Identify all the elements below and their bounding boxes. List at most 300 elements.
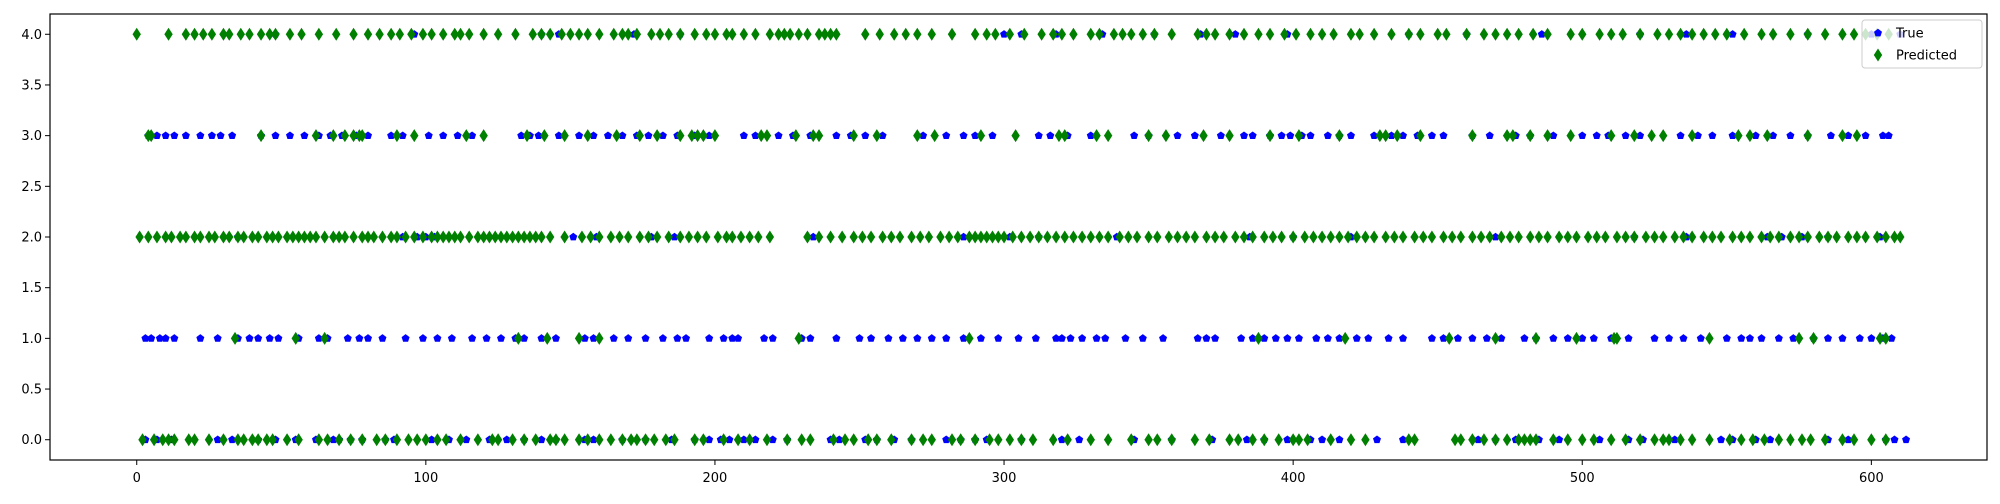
predicted-point — [1144, 433, 1152, 446]
predicted-point — [766, 231, 774, 244]
predicted-point — [1095, 28, 1103, 41]
predicted-point — [1708, 231, 1716, 244]
predicted-point — [676, 129, 684, 142]
true-point — [162, 131, 170, 139]
predicted-point — [1838, 433, 1846, 446]
predicted-point — [531, 433, 539, 446]
predicted-point — [341, 231, 349, 244]
predicted-point — [1240, 231, 1248, 244]
predicted-point — [315, 433, 323, 446]
predicted-point — [1341, 332, 1349, 345]
true-point — [1677, 131, 1685, 139]
predicted-point — [928, 433, 936, 446]
predicted-point — [1260, 231, 1268, 244]
predicted-point — [1248, 433, 1256, 446]
predicted-point — [745, 231, 753, 244]
predicted-point — [1613, 231, 1621, 244]
predicted-point — [1798, 433, 1806, 446]
predicted-point — [1078, 231, 1086, 244]
predicted-point — [254, 231, 262, 244]
predicted-point — [1127, 433, 1135, 446]
y-tick-label: 2.5 — [21, 179, 42, 195]
true-point — [1194, 334, 1202, 342]
predicted-point — [1139, 28, 1147, 41]
predicted-point — [1486, 231, 1494, 244]
x-tick-label: 0 — [132, 471, 141, 486]
predicted-point — [1144, 231, 1152, 244]
predicted-point — [1277, 231, 1285, 244]
predicted-point — [1775, 231, 1783, 244]
true-point — [977, 334, 985, 342]
predicted-point — [1428, 231, 1436, 244]
true-point — [419, 334, 427, 342]
predicted-point — [1853, 231, 1861, 244]
true-point — [1827, 131, 1835, 139]
predicted-point — [691, 433, 699, 446]
true-point — [913, 334, 921, 342]
predicted-point — [607, 231, 615, 244]
predicted-point — [1804, 129, 1812, 142]
predicted-point — [511, 28, 519, 41]
true-point — [1278, 131, 1286, 139]
predicted-point — [1630, 231, 1638, 244]
predicted-point — [664, 231, 672, 244]
predicted-point — [456, 231, 464, 244]
predicted-point — [404, 433, 412, 446]
predicted-point — [1405, 28, 1413, 41]
predicted-point — [529, 28, 537, 41]
predicted-point — [1717, 231, 1725, 244]
predicted-point — [1861, 231, 1869, 244]
true-point — [300, 131, 308, 139]
predicted-point — [971, 28, 979, 41]
predicted-point — [624, 28, 632, 41]
predicted-point — [803, 28, 811, 41]
true-point — [1622, 131, 1630, 139]
predicted-point — [312, 129, 320, 142]
predicted-point — [1746, 231, 1754, 244]
predicted-point — [1410, 433, 1418, 446]
predicted-point — [1477, 231, 1485, 244]
predicted-point — [422, 433, 430, 446]
true-point — [861, 131, 869, 139]
x-tick-label: 300 — [991, 471, 1017, 486]
predicted-point — [1543, 231, 1551, 244]
predicted-point — [1211, 231, 1219, 244]
predicted-point — [349, 231, 357, 244]
true-point — [1651, 334, 1659, 342]
y-tick-label: 4.0 — [21, 27, 42, 43]
predicted-point — [462, 129, 470, 142]
true-point — [867, 334, 875, 342]
true-point — [1775, 334, 1783, 342]
predicted-point — [644, 231, 652, 244]
predicted-point — [219, 433, 227, 446]
predicted-point — [1543, 28, 1551, 41]
predicted-point — [664, 28, 672, 41]
true-point — [162, 334, 170, 342]
predicted-point — [133, 28, 141, 41]
predicted-point — [286, 28, 294, 41]
predicted-point — [346, 433, 354, 446]
predicted-point — [1514, 231, 1522, 244]
predicted-point — [144, 231, 152, 244]
predicted-point — [699, 433, 707, 446]
predicted-point — [1555, 231, 1563, 244]
predicted-point — [795, 332, 803, 345]
predicted-point — [887, 433, 895, 446]
true-point — [1335, 436, 1343, 444]
predicted-point — [225, 28, 233, 41]
predicted-point — [1728, 231, 1736, 244]
predicted-point — [1636, 433, 1644, 446]
predicted-point — [1532, 332, 1540, 345]
predicted-point — [1202, 28, 1210, 41]
true-point — [1468, 334, 1476, 342]
predicted-point — [1659, 129, 1667, 142]
predicted-point — [925, 231, 933, 244]
predicted-point — [419, 28, 427, 41]
predicted-point — [1327, 231, 1335, 244]
predicted-point — [442, 433, 450, 446]
predicted-point — [1069, 28, 1077, 41]
predicted-point — [1607, 28, 1615, 41]
predicted-point — [1361, 433, 1369, 446]
predicted-point — [702, 28, 710, 41]
predicted-point — [763, 129, 771, 142]
predicted-point — [1115, 231, 1123, 244]
true-point — [1593, 131, 1601, 139]
true-point — [760, 334, 768, 342]
predicted-point — [633, 28, 641, 41]
predicted-point — [1000, 231, 1008, 244]
predicted-point — [1335, 129, 1343, 142]
true-point — [960, 131, 968, 139]
y-tick-label: 0.5 — [21, 382, 42, 398]
predicted-point — [1448, 231, 1456, 244]
predicted-point — [948, 433, 956, 446]
predicted-point — [205, 433, 213, 446]
predicted-point — [1821, 433, 1829, 446]
predicted-point — [1049, 28, 1057, 41]
predicted-point — [1110, 28, 1118, 41]
predicted-point — [1688, 129, 1696, 142]
predicted-point — [907, 231, 915, 244]
predicted-point — [740, 28, 748, 41]
predicted-point — [1760, 433, 1768, 446]
true-point — [1121, 334, 1129, 342]
true-point — [402, 334, 410, 342]
predicted-point — [323, 433, 331, 446]
predicted-point — [1564, 231, 1572, 244]
predicted-point — [1153, 433, 1161, 446]
true-point — [775, 131, 783, 139]
predicted-point — [1601, 231, 1609, 244]
predicted-point — [584, 129, 592, 142]
predicted-point — [1699, 231, 1707, 244]
predicted-point — [1642, 231, 1650, 244]
predicted-point — [1006, 28, 1014, 41]
predicted-point — [1127, 28, 1135, 41]
predicted-point — [1295, 433, 1303, 446]
predicted-point — [1269, 231, 1277, 244]
true-point — [673, 334, 681, 342]
predicted-point — [1011, 129, 1019, 142]
predicted-point — [245, 28, 253, 41]
true-point — [740, 131, 748, 139]
predicted-point — [945, 231, 953, 244]
predicted-point — [520, 433, 528, 446]
predicted-point — [240, 433, 248, 446]
predicted-point — [965, 332, 973, 345]
predicted-point — [1240, 28, 1248, 41]
predicted-point — [1737, 433, 1745, 446]
true-point — [1717, 436, 1725, 444]
true-point — [196, 131, 204, 139]
predicted-point — [274, 231, 282, 244]
predicted-point — [1650, 433, 1658, 446]
predicted-point — [1844, 231, 1852, 244]
predicted-point — [393, 231, 401, 244]
predicted-point — [1445, 332, 1453, 345]
predicted-point — [896, 231, 904, 244]
predicted-point — [543, 332, 551, 345]
predicted-point — [413, 433, 421, 446]
predicted-point — [948, 28, 956, 41]
predicted-point — [1650, 231, 1658, 244]
true-point — [988, 131, 996, 139]
true-point — [806, 334, 814, 342]
predicted-point — [375, 28, 383, 41]
predicted-point — [182, 28, 190, 41]
true-point — [642, 334, 650, 342]
true-point — [1211, 334, 1219, 342]
predicted-point — [1309, 231, 1317, 244]
y-tick-label: 2.0 — [21, 230, 42, 246]
predicted-point — [1497, 231, 1505, 244]
predicted-point — [1225, 433, 1233, 446]
predicted-point — [479, 28, 487, 41]
predicted-point — [575, 433, 583, 446]
predicted-point — [850, 129, 858, 142]
predicted-point — [1335, 231, 1343, 244]
predicted-point — [1882, 231, 1890, 244]
true-point — [1625, 334, 1633, 342]
true-point — [994, 334, 1002, 342]
predicted-point — [1740, 28, 1748, 41]
predicted-point — [1124, 231, 1132, 244]
predicted-point — [1786, 231, 1794, 244]
predicted-point — [1882, 332, 1890, 345]
predicted-point — [1457, 231, 1465, 244]
predicted-point — [1061, 231, 1069, 244]
true-point — [1078, 334, 1086, 342]
x-tick-label: 500 — [1569, 471, 1595, 486]
predicted-point — [1593, 231, 1601, 244]
predicted-point — [618, 433, 626, 446]
predicted-point — [1457, 433, 1465, 446]
predicted-point — [410, 129, 418, 142]
predicted-point — [1809, 332, 1817, 345]
predicted-point — [1647, 129, 1655, 142]
predicted-point — [1162, 129, 1170, 142]
predicted-point — [1231, 231, 1239, 244]
predicted-point — [1882, 433, 1890, 446]
true-point — [884, 334, 892, 342]
predicted-point — [1873, 231, 1881, 244]
true-point — [720, 334, 728, 342]
predicted-point — [1503, 433, 1511, 446]
true-point — [644, 131, 652, 139]
true-point — [928, 334, 936, 342]
predicted-point — [1225, 28, 1233, 41]
predicted-point — [1248, 231, 1256, 244]
predicted-point — [474, 433, 482, 446]
predicted-point — [676, 231, 684, 244]
true-point — [254, 334, 262, 342]
x-tick-label: 100 — [413, 471, 439, 486]
predicted-point — [1318, 231, 1326, 244]
predicted-point — [615, 231, 623, 244]
predicted-point — [1399, 231, 1407, 244]
predicted-point — [595, 28, 603, 41]
predicted-point — [546, 28, 554, 41]
predicted-point — [832, 28, 840, 41]
true-point — [344, 334, 352, 342]
predicted-point — [890, 28, 898, 41]
predicted-point — [737, 231, 745, 244]
true-point — [1353, 334, 1361, 342]
predicted-point — [1896, 231, 1904, 244]
y-tick-label: 3.0 — [21, 129, 42, 145]
true-point — [1032, 334, 1040, 342]
true-point — [497, 334, 505, 342]
true-point — [569, 233, 577, 241]
predicted-point — [546, 231, 554, 244]
true-point — [1590, 334, 1598, 342]
predicted-point — [1416, 129, 1424, 142]
predicted-point — [838, 231, 846, 244]
predicted-point — [873, 433, 881, 446]
predicted-point — [1806, 433, 1814, 446]
predicted-point — [1795, 231, 1803, 244]
predicted-point — [873, 129, 881, 142]
predicted-point — [954, 231, 962, 244]
true-point — [1067, 334, 1075, 342]
predicted-point — [1725, 433, 1733, 446]
predicted-point — [1069, 231, 1077, 244]
predicted-point — [508, 433, 516, 446]
predicted-point — [676, 28, 684, 41]
predicted-point — [297, 28, 305, 41]
predicted-point — [1254, 332, 1262, 345]
true-point — [1723, 334, 1731, 342]
predicted-point — [393, 129, 401, 142]
predicted-point — [653, 129, 661, 142]
true-point — [1093, 334, 1101, 342]
predicted-point — [1220, 231, 1228, 244]
predicted-point — [1636, 28, 1644, 41]
predicted-point — [636, 231, 644, 244]
predicted-point — [956, 433, 964, 446]
predicted-point — [257, 28, 265, 41]
predicted-point — [1526, 129, 1534, 142]
predicted-point — [612, 129, 620, 142]
predicted-point — [1058, 28, 1066, 41]
predicted-point — [240, 231, 248, 244]
predicted-point — [1746, 129, 1754, 142]
predicted-point — [1289, 231, 1297, 244]
predicted-point — [231, 332, 239, 345]
predicted-point — [1665, 28, 1673, 41]
predicted-point — [335, 433, 343, 446]
predicted-point — [1361, 231, 1369, 244]
true-point — [1902, 436, 1910, 444]
predicted-point — [1769, 28, 1777, 41]
predicted-point — [982, 28, 990, 41]
predicted-point — [792, 129, 800, 142]
predicted-point — [841, 433, 849, 446]
predicted-point — [1766, 231, 1774, 244]
predicted-point — [433, 433, 441, 446]
predicted-point — [1468, 129, 1476, 142]
true-point — [1856, 334, 1864, 342]
true-point — [1139, 334, 1147, 342]
predicted-point — [714, 231, 722, 244]
predicted-point — [711, 28, 719, 41]
true-point — [1578, 131, 1586, 139]
predicted-point — [1419, 231, 1427, 244]
predicted-point — [1202, 231, 1210, 244]
true-point — [170, 131, 178, 139]
predicted-point — [1295, 129, 1303, 142]
predicted-point — [167, 231, 175, 244]
predicted-point — [1020, 28, 1028, 41]
predicted-point — [1711, 28, 1719, 41]
predicted-point — [254, 433, 262, 446]
predicted-point — [1144, 129, 1152, 142]
true-point — [899, 334, 907, 342]
predicted-point — [913, 129, 921, 142]
predicted-point — [595, 231, 603, 244]
predicted-point — [1104, 231, 1112, 244]
predicted-point — [1705, 332, 1713, 345]
y-tick-label: 1.5 — [21, 281, 42, 297]
predicted-point — [196, 231, 204, 244]
predicted-point — [691, 28, 699, 41]
predicted-point — [685, 231, 693, 244]
predicted-point — [1665, 433, 1673, 446]
predicted-point — [1205, 433, 1213, 446]
true-point — [217, 131, 225, 139]
predicted-point — [427, 28, 435, 41]
x-tick-label: 600 — [1858, 471, 1884, 486]
true-point — [266, 334, 274, 342]
predicted-point — [381, 433, 389, 446]
predicted-point — [624, 231, 632, 244]
legend-label-predicted: Predicted — [1896, 48, 1958, 64]
predicted-point — [1850, 28, 1858, 41]
predicted-point — [1292, 28, 1300, 41]
predicted-point — [1274, 433, 1282, 446]
predicted-point — [199, 28, 207, 41]
predicted-point — [766, 28, 774, 41]
predicted-point — [320, 231, 328, 244]
true-point — [705, 334, 713, 342]
predicted-point — [1572, 332, 1580, 345]
predicted-point — [1543, 129, 1551, 142]
predicted-point — [936, 231, 944, 244]
